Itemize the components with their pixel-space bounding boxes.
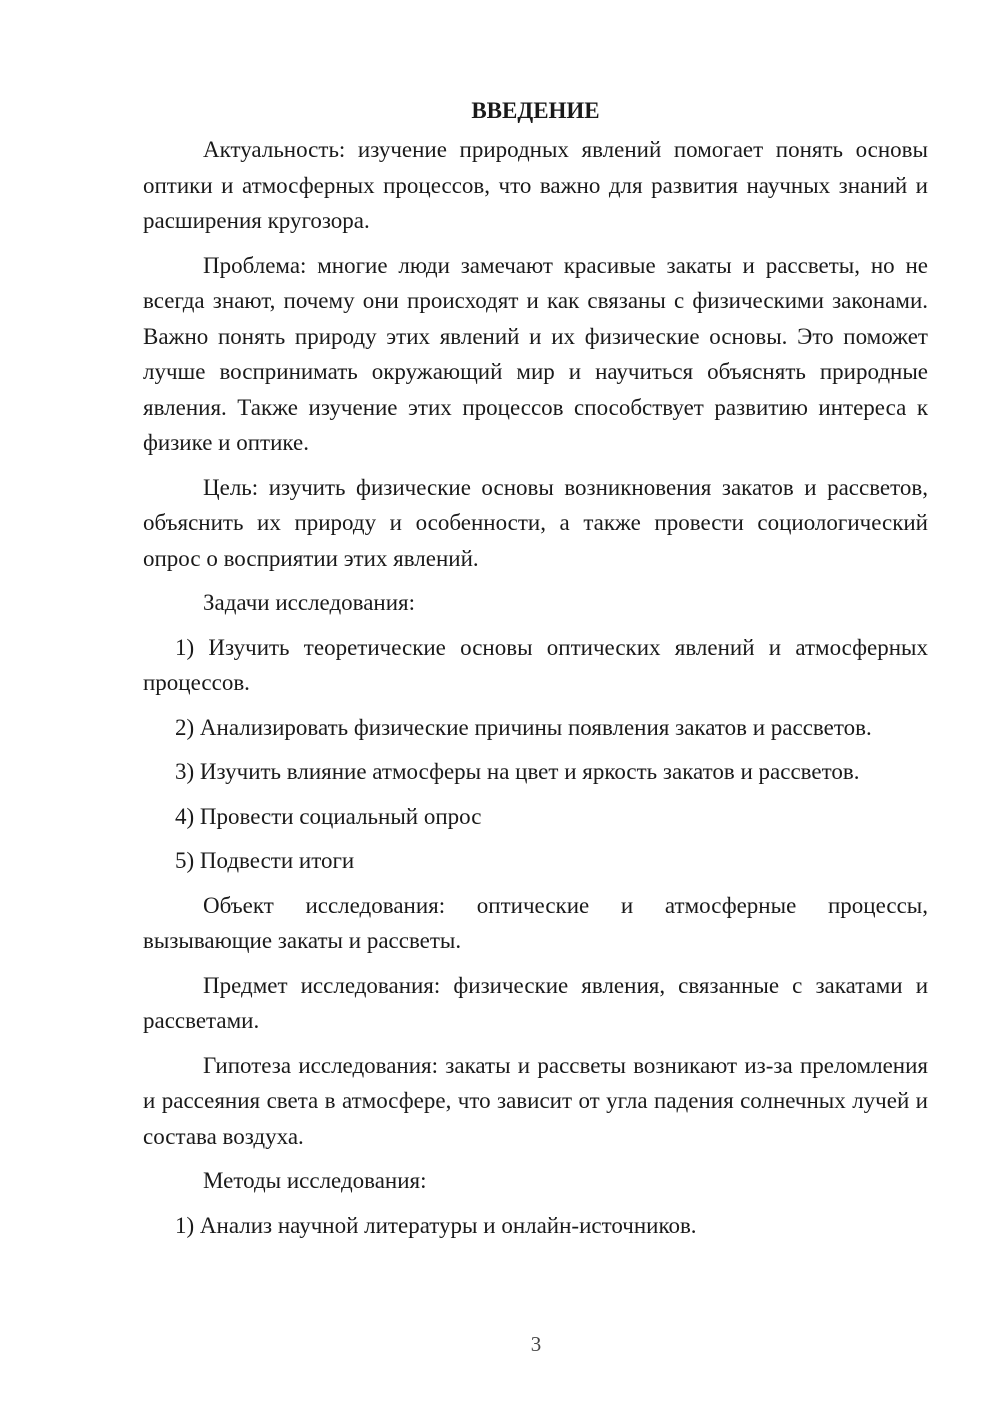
method-item-1: 1) Анализ научной литературы и онлайн-источников. — [175, 1212, 697, 1238]
page-number: 3 — [530, 1332, 542, 1356]
relevance-paragraph: Актуальность: изучение природных явлений помогает понять основы оптики и атмосферных процессов, что важно для развития научных знаний и расширения кругозора. — [143, 137, 928, 233]
hypothesis-paragraph: Гипотеза исследования: закаты и рассветы возникают из-за преломления и рассеяния света в атмосфере, что зависит от угла падения солнечных лучей и состава воздуха. — [143, 1052, 928, 1149]
task-item-3: 3) Изучить влияние атмосферы на цвет и яркость закатов и рассветов. — [175, 759, 860, 784]
task-item-2: 2) Анализировать физические причины появления закатов и рассветов. — [175, 714, 872, 740]
problem-paragraph: Проблема: многие люди замечают красивые закаты и рассветы, но не всегда знают, почему они происходят и как связаны с физическими законами. Важно понять природу этих явлений и их физические основы. Это поможет лучше воспринимать окружающий мир и научиться объяснять природные явления. Также изучение этих процессов способствует развитию интереса к физике и оптике. — [143, 252, 928, 455]
page-content — [143, 93, 928, 1252]
task-item-4: 4) Провести социальный опрос — [175, 803, 482, 829]
task-item-1: 1) Изучить теоретические основы оптических явлений и атмосферных процессов. — [143, 634, 928, 695]
task-item-5: 5) Подвести итоги — [175, 848, 355, 873]
tasks-heading: Задачи исследования: — [203, 590, 416, 615]
methods-heading: Методы исследования: — [203, 1168, 427, 1193]
goal-paragraph: Цель: изучить физические основы возникновения закатов и рассветов, объяснить их природу и особенности, а также провести социологический опрос о восприятии этих явлений. — [143, 474, 928, 571]
page-title: ВВЕДЕНИЕ — [471, 98, 600, 123]
subject-paragraph: Предмет исследования: физические явления, связанные с закатами и рассветами. — [143, 972, 928, 1033]
object-paragraph: Объект исследования: оптические и атмосферные процессы, вызывающие закаты и рассветы. — [143, 892, 928, 953]
